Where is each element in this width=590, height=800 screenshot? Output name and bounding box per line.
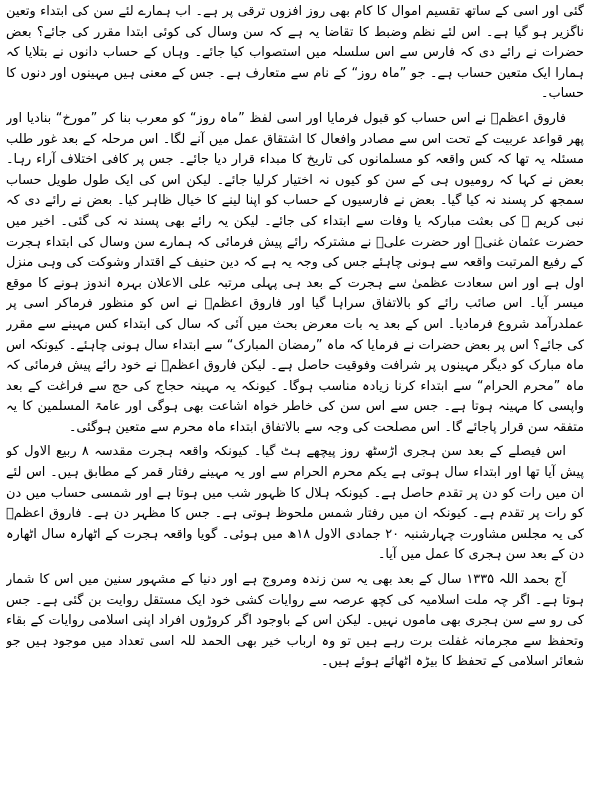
paragraph: اس فیصلے کے بعد سن ہجری اڑسٹھ روز پیچھے ہٹ گیا۔ کیونکہ واقعہ ہجرت مقدسہ ۸ ربیع الاول کو پیش آیا تھا اور ابتداء سال ہوتی ہے یکم محرم الحرام سے اور یہ مہینے رفتار قمر کے مطابق ہیں۔ اس لئے ان میں رات کو دن پر تقدم حاصل ہے۔ کیونکہ ہلال کا ظہور شب میں ہوتا ہے اور شمسی حساب میں دن کو رات پر تقدم ہے۔ کیونکہ ان میں رفتار شمس ملحوظ ہوتی ہے۔ جس کا مظہر دن ہے۔ فاروق اعظمؓ کی یہ مجلس مشاورت چہارشنبہ ۲۰ جمادی الاول ۱۸ھ میں ہوئی۔ گویا واقعہ ہجرت کے اٹھارہ سال اٹھارہ دن کے بعد سن ہجری کا عمل میں آیا۔ <box>6 444 584 563</box>
paragraph: آج بحمد اللہ ۱۳۳۵ سال کے بعد بھی یہ سن زندہ ومروج ہے اور دنیا کے مشہور سنین میں اس کا شمار ہوتا ہے۔ اگر چہ ملت اسلامیہ کی کچھ عرصہ سے روایات کشی خود ایک مستقل روایت بن گئی ہے۔ جس کی رو سے سن ہجری بھی ماموں نہیں۔ لیکن اس کے باوجود اگر کروڑوں افراد اپنی اسلامی روایات کے بقاء وتحفظ سے مجرمانہ غفلت برت رہے ہیں تو وہ ارباب خیر بھی الحمد للہ اسی تعداد میں موجود ہیں جو شعائر اسلامی کے تحفظ کا بیڑہ اٹھائے ہوئے ہیں۔ <box>6 572 584 670</box>
paragraph: فاروق اعظمؓ نے اس حساب کو قبول فرمایا اور اسی لفظ ”ماہ روز“ کو معرب بنا کر ”مورخ“ بنادیا اور پھر قواعد عربیت کے تحت اس سے مصادر وافعال کا اشتقاق عمل میں آنے لگا۔ اس مرحلہ کے بعد غور طلب مسئلہ یہ تھا کہ کس واقعہ کو مسلمانوں کی تاریخ کا مبداء قرار دیا جائے۔ جس پر کافی اختلاف آراء رہا۔ بعض نے کہا کہ رومیوں ہی کے سن کو کیوں نہ اختیار کرلیا جائے۔ لیکن اس کی ایک طول طویل حساب سمجھ کر پسند نہ کیا گیا۔ بعض نے فارسیوں کے حساب کو اپنا لینے کا خیال ظاہر کیا۔ بعض نے رائے دی کہ نبی کریم ﷺ کی بعثت مبارکہ یا وفات سے ابتداء کی جائے۔ لیکن یہ رائے بھی پسند نہ کی گئی۔ اخیر میں حضرت عثمان غنیؓ اور حضرت علیؓ نے مشترکہ رائے پیش فرمائی کہ ہمارے سن وسال کی ابتداء ہجرت کے رفیع المرتبت واقعہ سے ہونی چاہئے جس کی وجہ یہ ہے کہ دین حنیف کے اقتدار وشوکت کی وہی منزل اول ہے اور اس سعادت عظمیٰ سے ہجرت کے بعد ہی پہلی مرتبہ علی الاعلان بہرہ اندوز ہونے کا موقع میسر آیا۔ اس صائب رائے کو بالاتفاق سراہا گیا اور فاروق اعظمؓ نے اس کو منظور فرماکر اسی پر عملدرآمد شروع فرمادیا۔ اس کے بعد یہ بات معرض بحث میں آئی کہ سال کی ابتداء کس مہینے سے مقرر کی جائے؟ اس پر بعض حضرات نے فرمایا کہ ماہ ”رمضان المبارک“ سے ابتداء سال ہونی چاہئے۔ کیونکہ اس ماہ مبارک کو دیگر مہینوں پر شرافت وفوقیت حاصل ہے۔ لیکن فاروق اعظمؓ نے خود رائے پیش فرمائی کہ ماہ ”محرم الحرام“ سے ابتداء کرنا زیادہ مناسب ہوگا۔ کیونکہ یہ مہینہ حجاج کی حج سے فراغت کے بعد واپسی کا مہینہ ہوتا ہے۔ جس سے اس سن کی خاطر خواہ اشاعت بھی ہوگی اور عامۃ المسلمین کا یہ متفقہ سن قرار پاجائے گا۔ اس مصلحت کی وجہ سے بالاتفاق ابتداء ماہ محرم سے متعین ہوگئی۔ <box>6 110 584 435</box>
document-page <box>6 2 584 798</box>
paragraph: گئی اور اسی کے ساتھ تقسیم اموال کا کام بھی روز افزوں ترقی پر ہے۔ اب ہمارے لئے سن کی ابتداء وتعین ناگزیر ہو گیا ہے۔ اس لئے نظم وضبط کا تقاضا یہ ہے کہ سن وسال کی کوئی ابتدا مقرر کی جائے؟ بعض حضرات نے رائے دی کہ فارس سے اس سلسلہ میں استصواب کیا جائے۔ وہاں کے حساب دانوں نے بتلایا کہ ہمارا ایک متعین حساب ہے۔ جو ”ماہ روز“ کے نام سے متعارف ہے۔ جس کے معنی ہیں مہینوں اور دنوں کا حساب۔ <box>6 4 584 102</box>
